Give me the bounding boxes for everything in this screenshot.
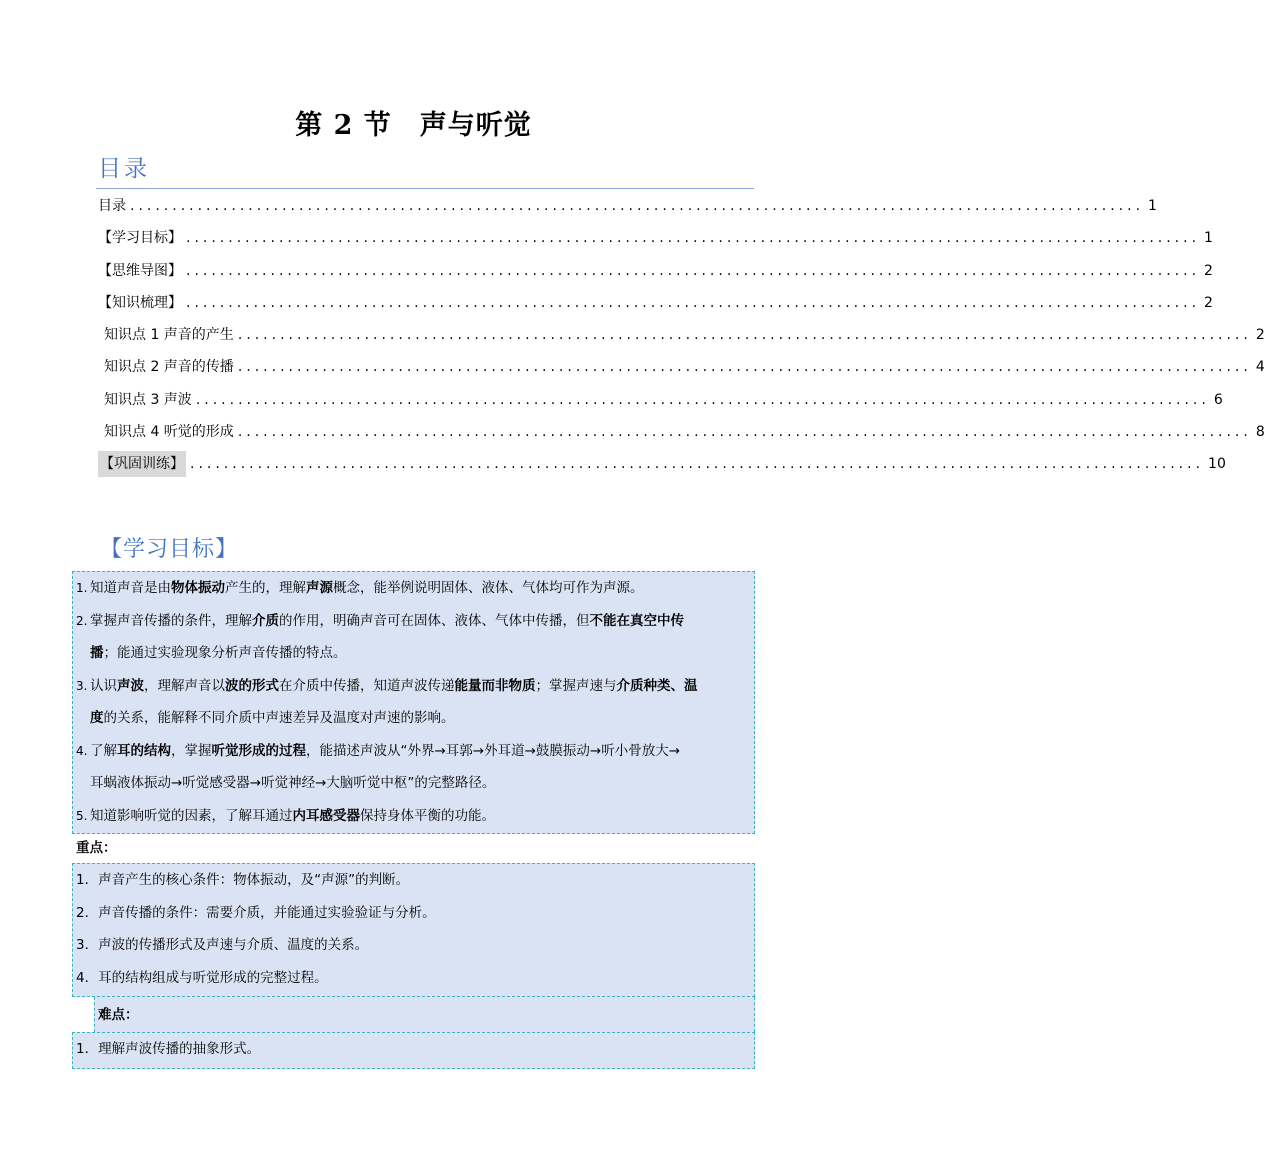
toc-entry-label: 【巩固训练】 (98, 451, 186, 477)
page-title: 第 2 节 声与听觉 (295, 110, 532, 141)
toc-entry-page: 1 (1148, 198, 1157, 214)
toc-entry[interactable] (98, 193, 1157, 225)
item-text: 耳的结构组成与听觉形成的完整过程。 (98, 969, 328, 986)
item-number: 3． (76, 937, 99, 953)
toc-leader-dots: ........................................................................................................................ (130, 198, 1145, 214)
item-number: 3. (76, 678, 88, 693)
key-points-box (72, 863, 755, 997)
toc-entry-page: 1 (1204, 230, 1213, 247)
table-of-contents (98, 193, 1265, 484)
toc-entry[interactable] (98, 290, 1213, 322)
item-number: 1． (76, 1041, 99, 1057)
text-run: 保持身体平衡的功能。 (360, 807, 495, 824)
text-run: ，理解声音以 (144, 677, 225, 694)
key-term: 听觉形成的过程 (211, 742, 306, 759)
toc-leader-dots: ........................................................................................................................ (237, 327, 1252, 344)
toc-heading: 目录 (98, 156, 150, 182)
toc-entry[interactable] (98, 322, 1265, 354)
toc-entry-page: 2 (1204, 262, 1213, 279)
objective-item (76, 800, 746, 833)
item-text: 声波的传播形式及声速与介质、温度的关系。 (98, 937, 369, 953)
difficult-point-item (76, 1033, 748, 1066)
item-number: 4. (76, 743, 88, 758)
toc-entry[interactable] (98, 419, 1265, 451)
toc-entry-label: 知识点 1 声音的产生 (104, 327, 234, 344)
objective-item-continuation (76, 702, 746, 735)
toc-leader-dots: ........................................................................................................................ (186, 262, 1201, 279)
toc-leader-dots: ........................................................................................................................ (186, 230, 1201, 247)
toc-entry-label: 【学习目标】 (98, 230, 182, 247)
toc-entry[interactable] (98, 354, 1265, 386)
text-run: ，能描述声波从“外界→耳郭→外耳道→鼓膜振动→听小骨放大→ (306, 742, 681, 759)
text-run: 认识 (90, 677, 117, 694)
item-text: 理解声波传播的抽象形式。 (98, 1041, 261, 1057)
text-run: 掌握声音传播的条件，理解 (90, 612, 252, 629)
key-term: 物体振动 (171, 580, 225, 596)
key-point-item (76, 962, 748, 995)
key-point-item (76, 929, 748, 962)
toc-entry-label: 【知识梳理】 (98, 294, 182, 311)
difficult-points-label-bar (94, 997, 755, 1032)
item-number: 1. (76, 581, 88, 595)
key-term: 播 (90, 645, 104, 661)
item-number: 5. (76, 808, 88, 823)
key-term: 波的形式 (225, 677, 279, 694)
key-term: 声波 (117, 677, 144, 694)
key-term: 介质 (252, 612, 279, 629)
objective-item (76, 670, 746, 703)
toc-leader-dots: ........................................................................................................................ (237, 424, 1252, 441)
toc-entry[interactable] (98, 258, 1213, 290)
key-points-label: 重点： (76, 840, 117, 856)
toc-divider (96, 188, 754, 189)
objectives-heading: 【学习目标】 (100, 537, 239, 562)
difficult-points-box (72, 1032, 755, 1069)
key-term: 介质种类、温 (616, 677, 698, 694)
text-run: 知道影响听觉的因素，了解耳通过 (90, 807, 293, 824)
toc-leader-dots: ........................................................................................................................ (186, 294, 1201, 311)
text-run: 的作用，明确声音可在固体、液体、气体中传播，但 (279, 612, 590, 629)
key-term: 内耳感受器 (292, 807, 360, 824)
text-run: 的关系，能解释不同介质中声速差异及温度对声速的影响。 (103, 710, 455, 726)
item-number: 2． (76, 904, 99, 921)
text-run: 产生的，理解 (225, 580, 306, 596)
toc-leader-dots: ........................................................................................................................ (190, 456, 1205, 473)
text-run: 耳蜗液体振动→听觉感受器→听觉神经→大脑听觉中枢”的完整路径。 (90, 775, 496, 791)
text-run: 知道声音是由 (90, 580, 171, 596)
key-point-item (76, 864, 748, 897)
key-term: 声源 (306, 580, 333, 596)
toc-entry-page: 10 (1208, 456, 1226, 473)
objective-item (76, 572, 746, 605)
text-run: ；能通过实验现象分析声音传播的特点。 (103, 645, 347, 661)
toc-entry-label: 知识点 4 听觉的形成 (104, 424, 234, 441)
toc-entry-page: 8 (1255, 424, 1265, 441)
toc-entry-label: 知识点 2 声音的传播 (104, 359, 234, 376)
text-run: ，掌握 (171, 742, 212, 759)
objective-item-continuation (76, 767, 746, 800)
toc-entry-label: 目录 (98, 198, 126, 214)
item-number: 4． (76, 969, 99, 986)
toc-entry-page: 4 (1255, 359, 1265, 376)
difficult-points-label: 难点： (98, 1007, 139, 1023)
key-term: 不能在真空中传 (589, 612, 684, 629)
objective-item (76, 735, 746, 768)
toc-entry[interactable] (98, 225, 1213, 257)
toc-entry-page: 2 (1255, 327, 1265, 344)
item-text: 声音产生的核心条件：物体振动，及“声源”的判断。 (98, 872, 410, 888)
toc-entry-label: 【思维导图】 (98, 262, 182, 279)
key-term: 能量而非物质 (454, 677, 536, 694)
key-point-item (76, 897, 748, 930)
toc-entry-page: 2 (1204, 294, 1213, 311)
toc-entry[interactable] (98, 387, 1223, 419)
text-run: 了解 (90, 742, 117, 759)
objective-item (76, 605, 746, 638)
key-term: 度 (90, 710, 104, 726)
toc-entry-label: 知识点 3 声波 (104, 391, 192, 408)
item-number: 2. (76, 613, 88, 628)
text-run: 在介质中传播，知道声波传递 (279, 677, 455, 694)
toc-leader-dots: ........................................................................................................................ (195, 391, 1210, 408)
toc-entry-page: 6 (1213, 391, 1223, 408)
text-run: 概念，能举例说明固体、液体、气体均可作为声源。 (333, 580, 644, 596)
objective-item-continuation (76, 637, 746, 670)
objectives-box (72, 571, 755, 834)
toc-leader-dots: ........................................................................................................................ (237, 359, 1252, 376)
key-term: 耳的结构 (117, 742, 171, 759)
text-run: ；掌握声速与 (535, 677, 617, 694)
item-text: 声音传播的条件：需要介质，并能通过实验验证与分析。 (98, 904, 436, 921)
item-number: 1． (76, 872, 99, 888)
toc-entry[interactable] (98, 451, 1226, 483)
